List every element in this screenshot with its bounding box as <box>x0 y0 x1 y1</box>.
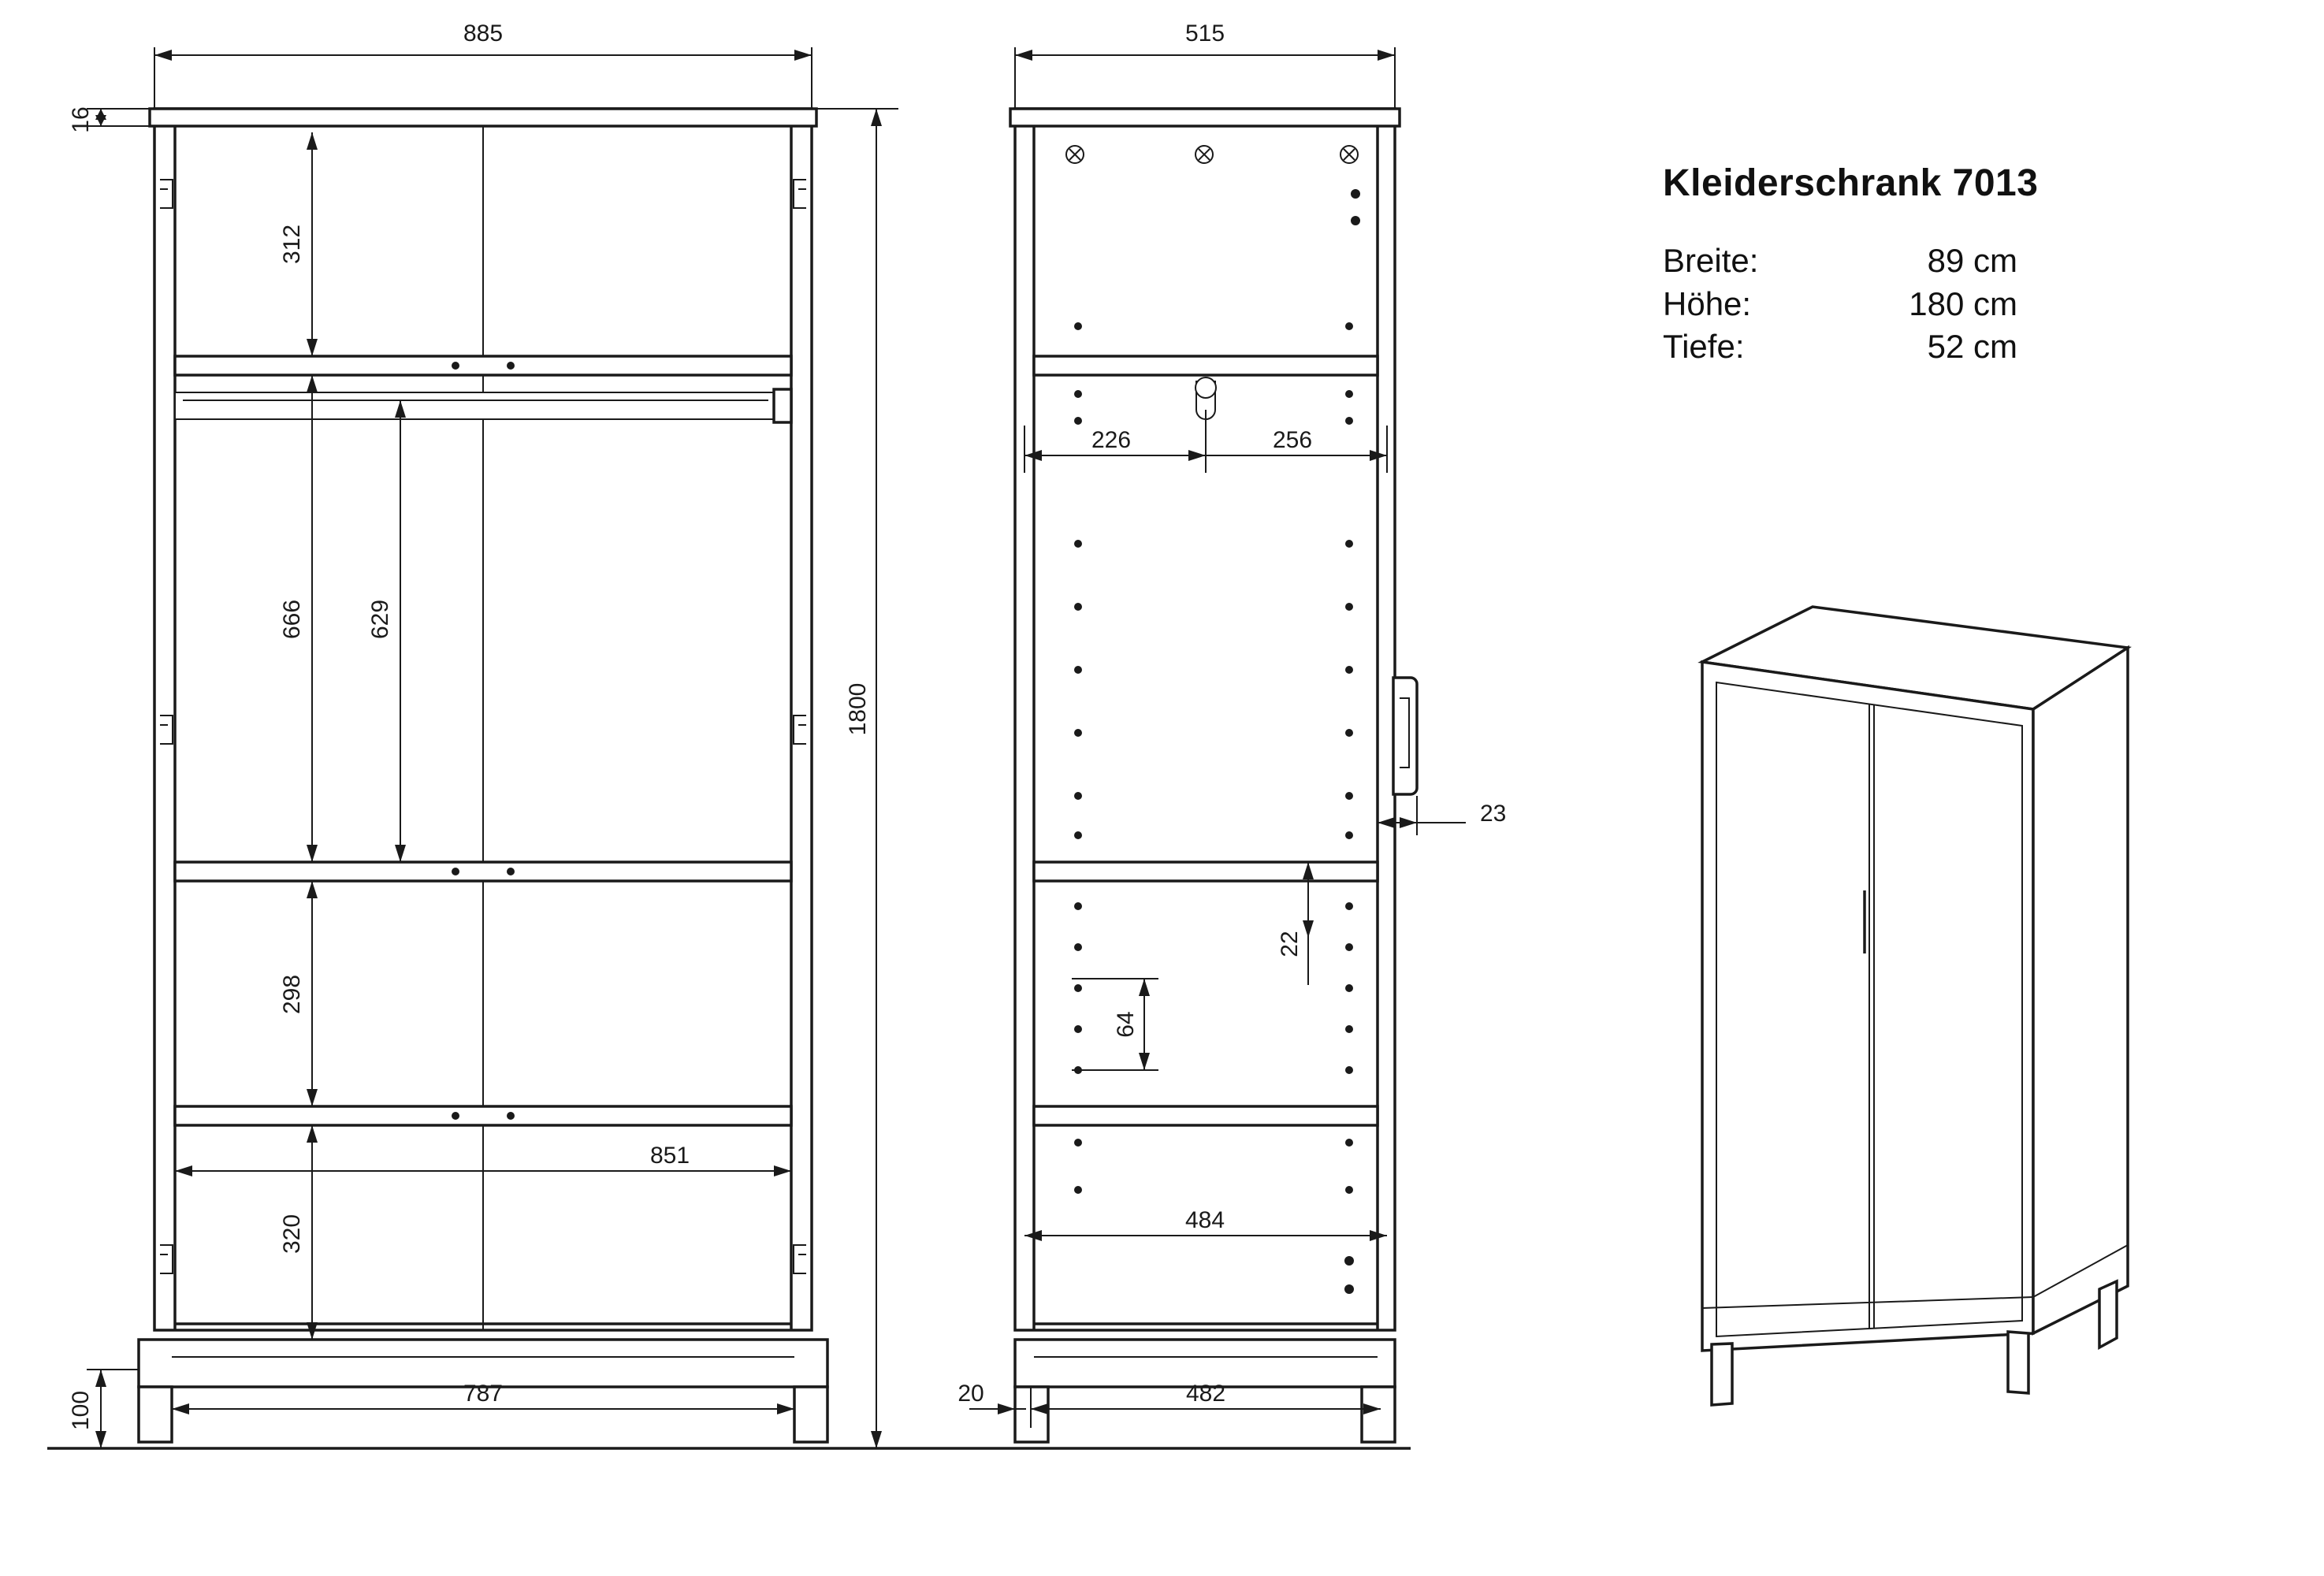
spec-label-height: Höhe: <box>1663 284 1752 322</box>
perspective-view-group <box>1702 607 2128 1405</box>
dim-shelf-inset: 22 <box>1277 931 1303 957</box>
dim-hole-spacing: 64 <box>1113 1011 1139 1038</box>
dim-compartment-top: 312 <box>279 224 305 265</box>
dim-shelf-width: 851 <box>649 1143 690 1169</box>
dim-front-width: 885 <box>463 20 504 46</box>
product-info-block <box>1663 162 2262 369</box>
spec-value-depth: 52 cm <box>1927 328 2017 366</box>
spec-label-depth: Tiefe: <box>1663 328 1745 366</box>
spec-row-height <box>1663 283 2262 326</box>
spec-label-width: Breite: <box>1663 242 1759 279</box>
dim-rail-height: 629 <box>367 599 393 640</box>
dim-compartment-bottom: 320 <box>279 1214 305 1254</box>
dim-compartment-hanging: 666 <box>279 599 305 640</box>
spec-value-height: 180 cm <box>1909 284 2017 322</box>
spec-row-width <box>1663 240 2262 283</box>
dim-handle-projection: 23 <box>1480 801 1507 827</box>
dim-right-offset: 256 <box>1272 427 1313 453</box>
spec-row-depth <box>1663 325 2262 369</box>
dim-overall-height: 1800 <box>845 682 871 736</box>
dim-plinth-width: 787 <box>463 1381 504 1407</box>
dim-shelf-depth: 484 <box>1184 1207 1225 1233</box>
dim-plinth-height: 100 <box>68 1390 94 1431</box>
dim-left-offset: 226 <box>1091 427 1132 453</box>
dim-compartment-middle: 298 <box>279 974 305 1015</box>
dim-top-panel: 16 <box>68 106 94 133</box>
dim-plinth-depth: 482 <box>1185 1381 1226 1407</box>
dim-side-depth: 515 <box>1184 20 1225 46</box>
dim-plinth-inset: 20 <box>957 1381 984 1407</box>
page-title: Kleiderschrank 7013 <box>1663 162 2039 204</box>
spec-value-width: 89 cm <box>1927 242 2017 279</box>
